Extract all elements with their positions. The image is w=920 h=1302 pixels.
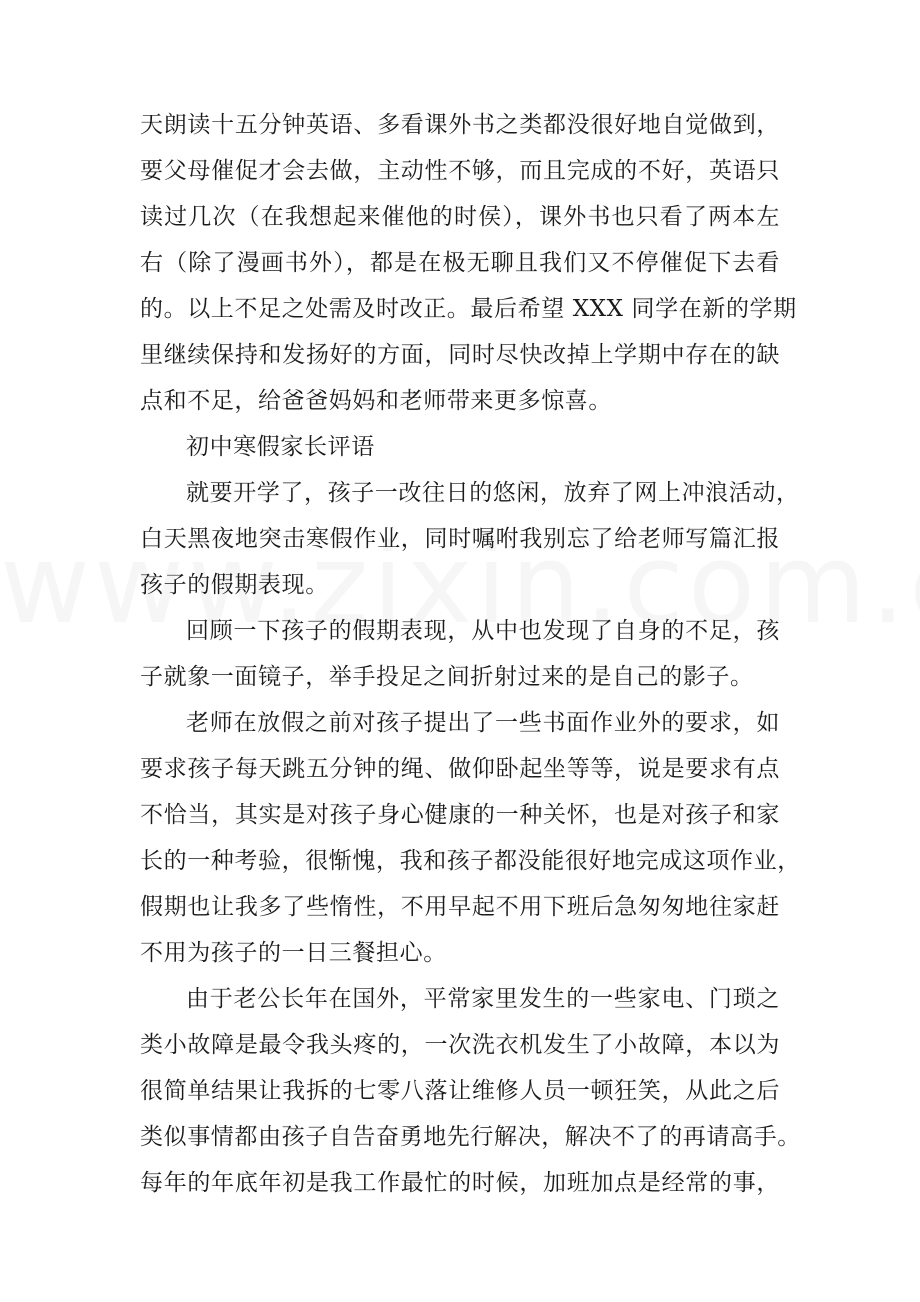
paragraph-line: 点和不足，给爸爸妈妈和老师带来更多惊喜。 [140, 388, 612, 414]
paragraph-line: 孩子的假期表现。 [140, 572, 329, 598]
paragraph-line: 不用为孩子的一日三餐担心。 [140, 940, 447, 966]
paragraph-line: 右（除了漫画书外），都是在极无聊且我们又不停催促下去看 [140, 250, 780, 276]
paragraph-line: 天朗读十五分钟英语、多看课外书之类都没很好地自觉做到， [140, 112, 780, 138]
paragraph-line: 回顾一下孩子的假期表现，从中也发现了自身的不足，孩 [186, 618, 780, 644]
paragraph-line: 不恰当，其实是对孩子身心健康的一种关怀，也是对孩子和家 [140, 802, 780, 828]
paragraph-line: 里继续保持和发扬好的方面，同时尽快改掉上学期中存在的缺 [140, 342, 780, 368]
paragraph-line: 每年的年底年初是我工作最忙的时候，加班加点是经常的事， [140, 1170, 780, 1196]
paragraph-line: 很简单结果让我拆的七零八落让维修人员一顿狂笑，从此之后 [140, 1078, 780, 1104]
paragraph-line: 要求孩子每天跳五分钟的绳、做仰卧起坐等等，说是要求有点 [140, 756, 780, 782]
paragraph-line: 子就象一面镜子，举手投足之间折射过来的是自己的影子。 [140, 664, 754, 690]
paragraph-line: 要父母催促才会去做，主动性不够，而且完成的不好，英语只 [140, 158, 780, 184]
paragraph-line: 读过几次（在我想起来催他的时侯），课外书也只看了两本左 [140, 204, 780, 230]
paragraph-line: 类小故障是最令我头疼的，一次洗衣机发生了小故障，本以为 [140, 1032, 780, 1058]
paragraph-line: 老师在放假之前对孩子提出了一些书面作业外的要求，如 [186, 710, 780, 736]
paragraph-line: 由于老公长年在国外，平常家里发生的一些家电、门琐之 [186, 986, 780, 1012]
paragraph-line: 假期也让我多了些惰性，不用早起不用下班后急匆匆地往家赶 [140, 894, 780, 920]
section-heading: 初中寒假家长评语 [186, 434, 375, 460]
paragraph-line: 长的一种考验，很惭愧，我和孩子都没能很好地完成这项作业， [140, 848, 801, 874]
paragraph-line: 白天黑夜地突击寒假作业，同时嘱咐我别忘了给老师写篇汇报 [140, 526, 780, 552]
paragraph-line: 的。以上不足之处需及时改正。最后希望 XXX 同学在新的学期 [140, 296, 797, 322]
paragraph-line: 就要开学了，孩子一改往日的悠闲，放弃了网上冲浪活动， [186, 480, 800, 506]
paragraph-line: 类似事情都由孩子自告奋勇地先行解决，解决不了的再请高手。 [140, 1124, 801, 1150]
